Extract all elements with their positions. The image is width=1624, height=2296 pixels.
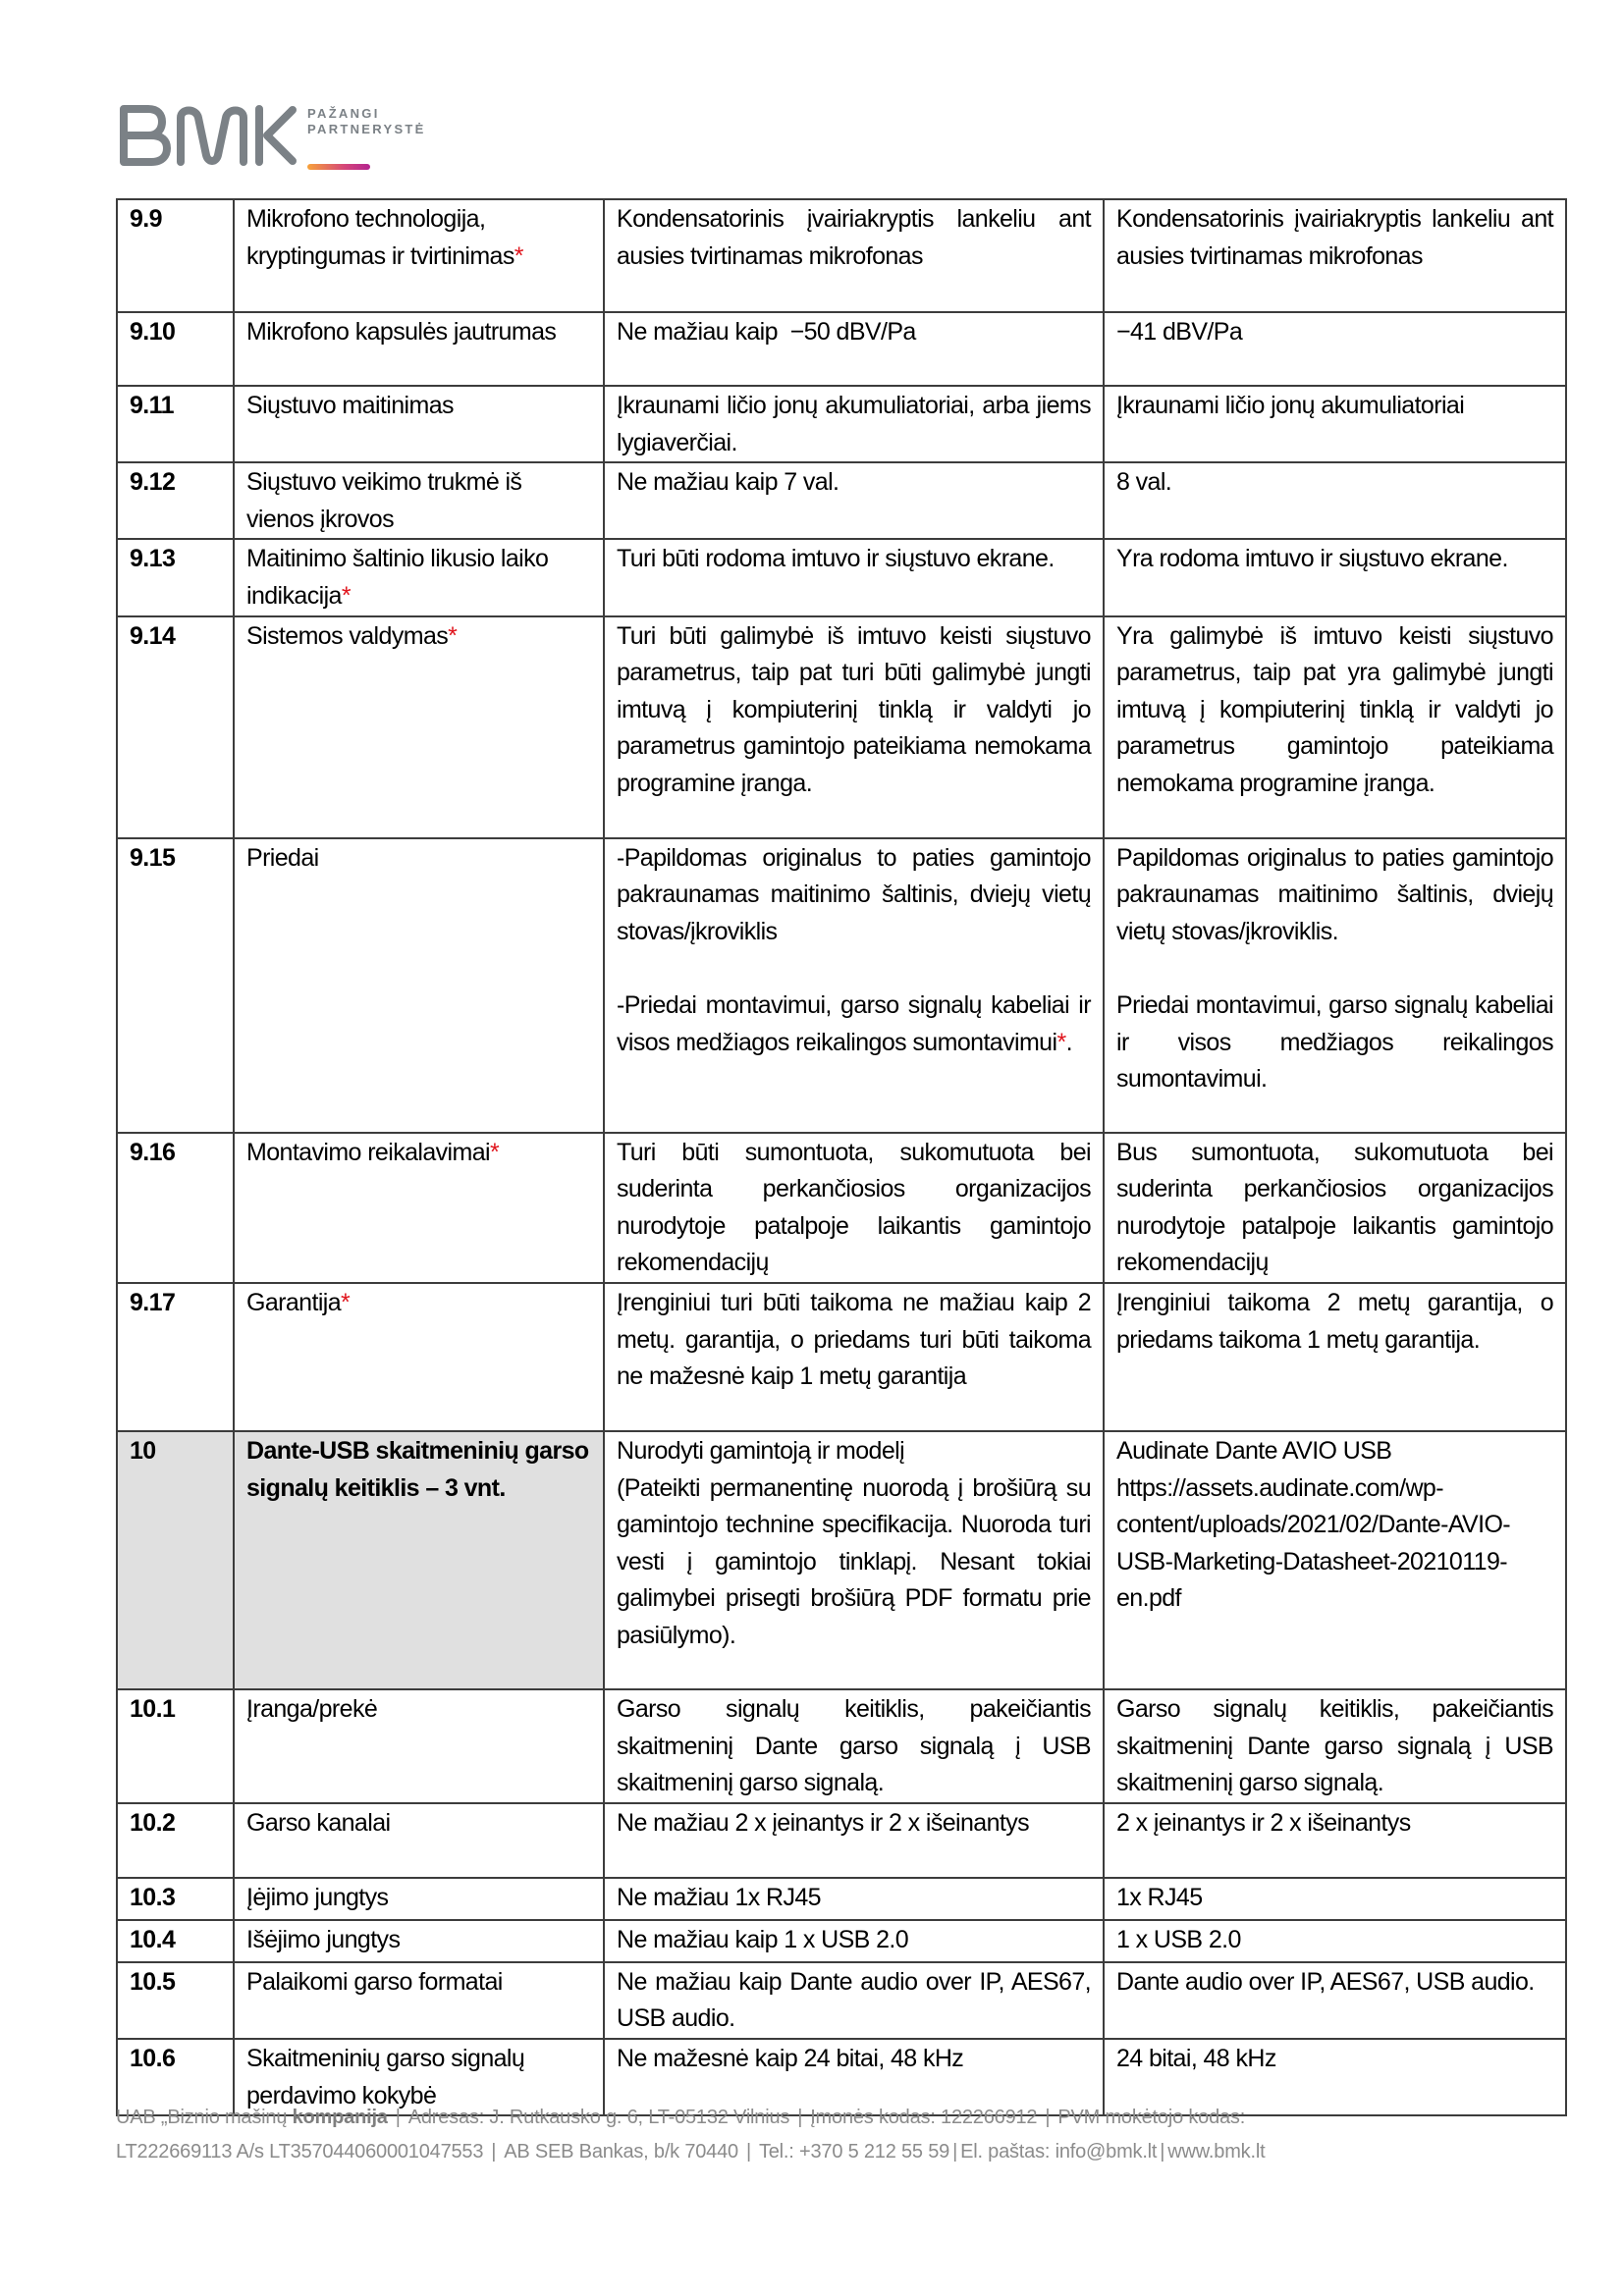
table-row bbox=[117, 1962, 1566, 2039]
table-row bbox=[117, 386, 1566, 462]
required-marker: * bbox=[514, 241, 523, 270]
row-number: 9.12 bbox=[117, 462, 234, 539]
footer-vat-label: PVM mokėtojo kodas: bbox=[1057, 2107, 1246, 2128]
offer-cell: 2 x įeinantys ir 2 x išeinantys bbox=[1104, 1803, 1566, 1878]
row-number: 9.10 bbox=[117, 312, 234, 386]
table-row bbox=[117, 1878, 1566, 1920]
table-row bbox=[117, 312, 1566, 386]
requirement-cell: Ne mažiau kaip −50 dBV/Pa bbox=[604, 312, 1104, 386]
offer-paragraph-1: Papildomas originalus to paties gamintojo pakraunamas maitinimo šaltinis, dviejų vietų stovas/įkroviklis. bbox=[1116, 843, 1553, 945]
footer-line-1 bbox=[116, 2101, 1569, 2135]
footer-email[interactable]: El. paštas: info@bmk.lt bbox=[960, 2141, 1158, 2163]
row-number: 9.15 bbox=[117, 838, 234, 1133]
row-number: 9.14 bbox=[117, 616, 234, 838]
parameter-name: Palaikomi garso formatai bbox=[234, 1962, 604, 2039]
requirement-cell bbox=[604, 838, 1104, 1133]
required-marker: * bbox=[341, 581, 351, 610]
row-number: 9.17 bbox=[117, 1283, 234, 1431]
offer-cell: Yra rodoma imtuvo ir siųstuvo ekrane. bbox=[1104, 539, 1566, 615]
row-number: 10.1 bbox=[117, 1689, 234, 1803]
requirement-cell: Įkraunami ličio jonų akumuliatoriai, arba jiems lygiaverčiai. bbox=[604, 386, 1104, 462]
footer-line-2 bbox=[116, 2135, 1569, 2169]
parameter-name: Siųstuvo veikimo trukmė iš vienos įkrovos bbox=[234, 462, 604, 539]
offer-cell: Įrenginiui taikoma 2 metų garantija, o priedams taikoma 1 metų garantija. bbox=[1104, 1283, 1566, 1431]
requirement-cell: Garso signalų keitiklis, pakeičiantis skaitmeninį Dante garso signalą į USB skaitmeninį garso signalą. bbox=[604, 1689, 1104, 1803]
requirement-paragraph-1: -Papildomas originalus to paties gamintojo pakraunamas maitinimo šaltinis, dviejų vietų stovas/įkroviklis bbox=[617, 843, 1091, 945]
footer-separator: | bbox=[1045, 2107, 1051, 2128]
offer-cell: Bus sumontuota, sukomutuota bei suderinta perkančiosios organizacijos nurodytoje patalpoje laikantis gamintojo rekomendacijų bbox=[1104, 1133, 1566, 1283]
bmk-logo-mark-icon bbox=[118, 104, 300, 167]
table-row bbox=[117, 1803, 1566, 1878]
row-number: 9.9 bbox=[117, 199, 234, 312]
parameter-name: Garso kanalai bbox=[234, 1803, 604, 1878]
offer-cell: Garso signalų keitiklis, pakeičiantis skaitmeninį Dante garso signalą į USB skaitmeninį garso signalą. bbox=[1104, 1689, 1566, 1803]
offer-cell: 24 bitai, 48 kHz bbox=[1104, 2039, 1566, 2115]
footer-website[interactable]: www.bmk.lt bbox=[1167, 2141, 1266, 2163]
section-row bbox=[117, 1431, 1566, 1689]
section-title: Dante-USB skaitmeninių garso signalų keitiklis – 3 vnt. bbox=[234, 1431, 604, 1689]
offer-cell bbox=[1104, 1431, 1566, 1689]
row-number: 10.4 bbox=[117, 1920, 234, 1962]
footer-company-name: UAB „Biznio mašinų kompanija bbox=[116, 2107, 388, 2128]
offer-cell: 1x RJ45 bbox=[1104, 1878, 1566, 1920]
parameter-name: Skaitmeninių garso signalų perdavimo kokybė bbox=[234, 2039, 604, 2115]
parameter-name: Mikrofono kapsulės jautrumas bbox=[234, 312, 604, 386]
parameter-name: Maitinimo šaltinio likusio laiko indikacija* bbox=[234, 539, 604, 615]
page-footer bbox=[116, 2101, 1569, 2169]
row-number: 10.2 bbox=[117, 1803, 234, 1878]
parameter-name: Priedai bbox=[234, 838, 604, 1133]
requirement-cell: Įrenginiui turi būti taikoma ne mažiau kaip 2 metų. garantija, o priedams turi būti taikoma ne mažesnė kaip 1 metų garantija bbox=[604, 1283, 1104, 1431]
table-row bbox=[117, 616, 1566, 838]
footer-separator: | bbox=[1160, 2141, 1165, 2163]
parameter-name: Sistemos valdymas* bbox=[234, 616, 604, 838]
parameter-name: Išėjimo jungtys bbox=[234, 1920, 604, 1962]
specification-table bbox=[116, 198, 1567, 2116]
footer-bank: AB SEB Bankas, b/k 70440 bbox=[504, 2141, 738, 2163]
requirement-cell: Turi būti rodoma imtuvo ir siųstuvo ekrane. bbox=[604, 539, 1104, 615]
company-logo bbox=[118, 104, 452, 175]
parameter-name: Įėjimo jungtys bbox=[234, 1878, 604, 1920]
parameter-name: Montavimo reikalavimai* bbox=[234, 1133, 604, 1283]
parameter-name: Siųstuvo maitinimas bbox=[234, 386, 604, 462]
offer-paragraph-2: Priedai montavimui, garso signalų kabeliai ir visos medžiagos reikalingos sumontavimui. bbox=[1116, 990, 1553, 1094]
datasheet-link[interactable]: https://assets.audinate.com/wp-content/uploads/2021/02/Dante-AVIO-USB-Marketing-Datasheet-20210119-en.pdf bbox=[1116, 1473, 1511, 1613]
logo-tagline-line2: PARTNERYSTĖ bbox=[307, 122, 426, 136]
requirement-cell: Ne mažiau 1x RJ45 bbox=[604, 1878, 1104, 1920]
footer-separator: | bbox=[491, 2141, 497, 2163]
required-marker: * bbox=[490, 1138, 500, 1166]
footer-address: Adresas: J. Rutkausko g. 6, LT-05132 Vilnius bbox=[407, 2107, 790, 2128]
footer-separator: | bbox=[797, 2107, 803, 2128]
logo-gradient-bar bbox=[307, 164, 370, 170]
row-number: 10.6 bbox=[117, 2039, 234, 2115]
section-number: 10 bbox=[117, 1431, 234, 1689]
row-number: 9.16 bbox=[117, 1133, 234, 1283]
table-row bbox=[117, 1920, 1566, 1962]
footer-company-code: Įmonės kodas: 122266912 bbox=[810, 2107, 1038, 2128]
offer-cell: Yra galimybė iš imtuvo keisti siųstuvo parametrus, taip pat yra galimybė jungti imtuvą į kompiuterinį tinklą ir valdyti jo parametrus gamintojo pateikiama nemokama programine įranga. bbox=[1104, 616, 1566, 838]
footer-vat-code: LT222669113 A/s LT357044060001047553 bbox=[116, 2141, 484, 2163]
logo-tagline bbox=[307, 106, 426, 137]
table-row bbox=[117, 838, 1566, 1133]
logo-tagline-line1: PAŽANGI bbox=[307, 106, 380, 121]
requirement-cell: Ne mažiau 2 x įeinantys ir 2 x išeinantys bbox=[604, 1803, 1104, 1878]
requirement-cell: Kondensatorinis įvairiakryptis lankeliu ant ausies tvirtinamas mikrofonas bbox=[604, 199, 1104, 312]
requirement-cell: Ne mažiau kaip Dante audio over IP, AES67, USB audio. bbox=[604, 1962, 1104, 2039]
table-row bbox=[117, 539, 1566, 615]
required-marker: * bbox=[341, 1288, 351, 1316]
requirement-line-1: Nurodyti gamintoją ir modelį bbox=[617, 1436, 905, 1465]
requirement-cell: Turi būti galimybė iš imtuvo keisti siųstuvo parametrus, taip pat turi būti galimybė jungti imtuvą į kompiuterinį tinklą ir valdyti jo parametrus gamintojo pateikiama nemokama programine įranga. bbox=[604, 616, 1104, 838]
required-marker: * bbox=[448, 621, 458, 650]
offer-cell bbox=[1104, 838, 1566, 1133]
table-row bbox=[117, 1689, 1566, 1803]
footer-phone: Tel.: +370 5 212 55 59 bbox=[758, 2141, 950, 2163]
offer-cell: 1 x USB 2.0 bbox=[1104, 1920, 1566, 1962]
row-number: 9.11 bbox=[117, 386, 234, 462]
offer-cell: Kondensatorinis įvairiakryptis lankeliu ant ausies tvirtinamas mikrofonas bbox=[1104, 199, 1566, 312]
row-number: 10.3 bbox=[117, 1878, 234, 1920]
requirement-cell: Ne mažiau kaip 7 val. bbox=[604, 462, 1104, 539]
required-marker: * bbox=[1056, 1028, 1066, 1056]
row-number: 10.5 bbox=[117, 1962, 234, 2039]
table-row bbox=[117, 199, 1566, 312]
offer-cell: Dante audio over IP, AES67, USB audio. bbox=[1104, 1962, 1566, 2039]
table-row bbox=[117, 1133, 1566, 1283]
offer-cell: Įkraunami ličio jonų akumuliatoriai bbox=[1104, 386, 1566, 462]
requirement-paragraph-2: -Priedai montavimui, garso signalų kabeliai ir visos medžiagos reikalingos sumontavimui*. bbox=[617, 990, 1091, 1056]
parameter-name: Mikrofono technologija, kryptingumas ir tvirtinimas* bbox=[234, 199, 604, 312]
offer-cell: −41 dBV/Pa bbox=[1104, 312, 1566, 386]
requirement-paragraph: (Pateikti permanentinę nuorodą į brošiūrą su gamintojo technine specifikacija. Nuoroda turi vesti į gamintojo tinklapį. Nesant tokiai galimybei prisegti brošiūrą PDF formatu prie pasiūlymo). bbox=[617, 1473, 1091, 1649]
row-number: 9.13 bbox=[117, 539, 234, 615]
footer-separator: | bbox=[395, 2107, 401, 2128]
offer-cell: 8 val. bbox=[1104, 462, 1566, 539]
parameter-name: Įranga/prekė bbox=[234, 1689, 604, 1803]
table-row bbox=[117, 1283, 1566, 1431]
requirement-cell: Ne mažesnė kaip 24 bitai, 48 kHz bbox=[604, 2039, 1104, 2115]
requirement-cell: Turi būti sumontuota, sukomutuota bei suderinta perkančiosios organizacijos nurodytoje patalpoje laikantis gamintojo rekomendacijų bbox=[604, 1133, 1104, 1283]
parameter-name: Garantija* bbox=[234, 1283, 604, 1431]
offer-model: Audinate Dante AVIO USB bbox=[1116, 1436, 1392, 1465]
table-row bbox=[117, 462, 1566, 539]
requirement-cell: Ne mažiau kaip 1 x USB 2.0 bbox=[604, 1920, 1104, 1962]
requirement-cell bbox=[604, 1431, 1104, 1689]
footer-separator: | bbox=[952, 2141, 958, 2163]
footer-separator: | bbox=[745, 2141, 751, 2163]
